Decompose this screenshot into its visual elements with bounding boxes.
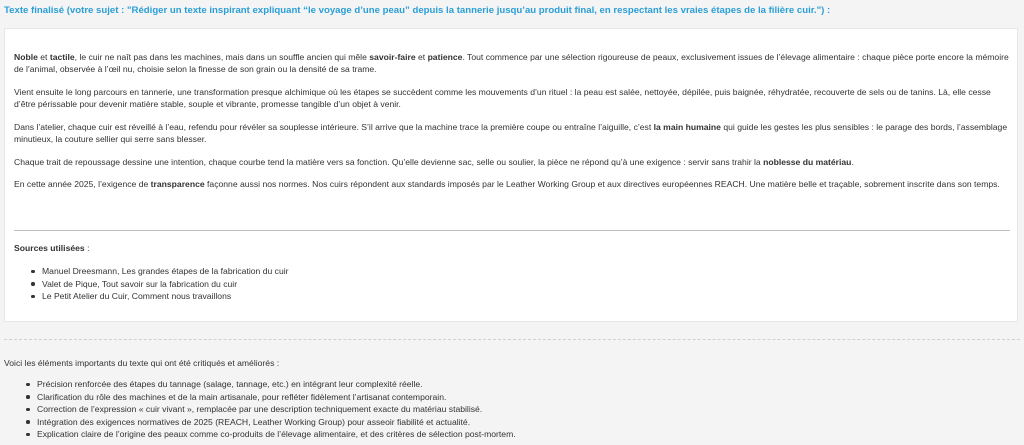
article-paragraph-1	[14, 51, 1010, 76]
source-item: Le Petit Atelier du Cuir, Comment nous travaillons	[29, 290, 289, 303]
text-span: . Tout commence par une sélection rigoureuse de peaux, exclusivement issues de l’élevage alimentaire : chaque pièce porte encore la mémoire de l’animal, observée à l’œil nu, choisie selon la finesse de son grain ou la densité de sa trame.	[14, 52, 1009, 75]
improvement-item: Correction de l’expression « cuir vivant », remplacée par une description techniquement exacte du matériau stabilisé.	[24, 403, 516, 416]
text-span: façonne aussi nos normes. Nos cuirs répondent aux standards imposés par le Leather Working Group et aux directives européennes REACH. Une matière belle et traçable, sobrement inscrite dans son temps.	[204, 179, 1000, 189]
sources-heading	[14, 242, 89, 254]
text-span: et	[415, 52, 428, 62]
article-paragraph-3	[14, 121, 1010, 146]
text-span: .	[851, 157, 854, 167]
bold-text: noblesse du matériau	[763, 157, 852, 167]
bold-text: patience	[427, 52, 463, 62]
sources-heading-suffix: :	[84, 243, 90, 253]
text-span: Dans l’atelier, chaque cuir est réveillé à l’eau, refendu pour révéler sa souplesse intérieure. S’il arrive que la machine trace la première coupe ou entraîne l’aiguille, c’est	[14, 122, 654, 132]
improvement-item: Explication claire de l’origine des peaux comme co-produits de l’élevage alimentaire, et des critères de sélection post-mortem.	[24, 428, 516, 441]
final-text-card	[4, 28, 1018, 322]
response-title: Texte finalisé (votre sujet : "Rédiger un texte inspirant expliquant “le voyage d’une peau” depuis la tannerie jusqu’au produit final, en respectant les vraies étapes de la filière cuir.") :	[4, 5, 831, 16]
improvements-list	[24, 378, 516, 441]
text-span: En cette année 2025, l’exigence de	[14, 179, 151, 189]
source-item: Valet de Pique, Tout savoir sur la fabrication du cuir	[29, 278, 289, 291]
source-item: Manuel Dreesmann, Les grandes étapes de la fabrication du cuir	[29, 265, 289, 278]
improvement-item: Clarification du rôle des machines et de la main artisanale, pour refléter fidèlement l’artisanat contemporain.	[24, 391, 516, 404]
improvement-item: Précision renforcée des étapes du tannage (salage, tannage, etc.) en intégrant leur complexité réelle.	[24, 378, 516, 391]
section-divider	[14, 230, 1010, 231]
text-span: qui guide les gestes les plus sensibles : le parage des bords, l’assemblage minutieux, la couture sellier qui serre sans blesser.	[14, 122, 1008, 145]
bold-text: Noble	[14, 52, 38, 62]
bold-text: tactile	[49, 52, 75, 62]
bold-text: savoir-faire	[369, 52, 416, 62]
improvement-item: Intégration des exigences normatives de 2025 (REACH, Leather Working Group) pour asseoir fiabilité et actualité.	[24, 416, 516, 429]
text-span: Chaque trait de repoussage dessine une intention, chaque courbe tend la matière vers sa fonction. Qu’elle devienne sac, selle ou soulier, la pièce ne répond qu’à une exigence : servir sans trahir la	[14, 157, 764, 167]
article-paragraph-5	[14, 178, 1010, 190]
sources-heading-label: Sources utilisées	[14, 243, 85, 253]
bold-text: la main humaine	[653, 122, 721, 132]
bold-text: transparence	[150, 179, 205, 189]
text-span: , le cuir ne naît pas dans les machines, mais dans un souffle ancien qui mêle	[74, 52, 370, 62]
text-span: et	[37, 52, 50, 62]
article-paragraph-2: Vient ensuite le long parcours en tannerie, une transformation presque alchimique où les étapes se succèdent comme les mouvements d’un rituel : la peau est salée, nettoyée, dépilée, puis baignée, réhydratée, recouverte de sels ou de tanins. Là, elle cesse d’être périssable pour devenir matière stable, souple et vibrante, promesse tangible d’un objet à venir.	[14, 87, 991, 110]
article-paragraph-4	[14, 156, 1010, 168]
sources-list	[29, 265, 289, 303]
dashed-separator	[4, 339, 1020, 340]
improvements-intro: Voici les éléments importants du texte qui ont été critiqués et améliorés :	[4, 358, 280, 368]
